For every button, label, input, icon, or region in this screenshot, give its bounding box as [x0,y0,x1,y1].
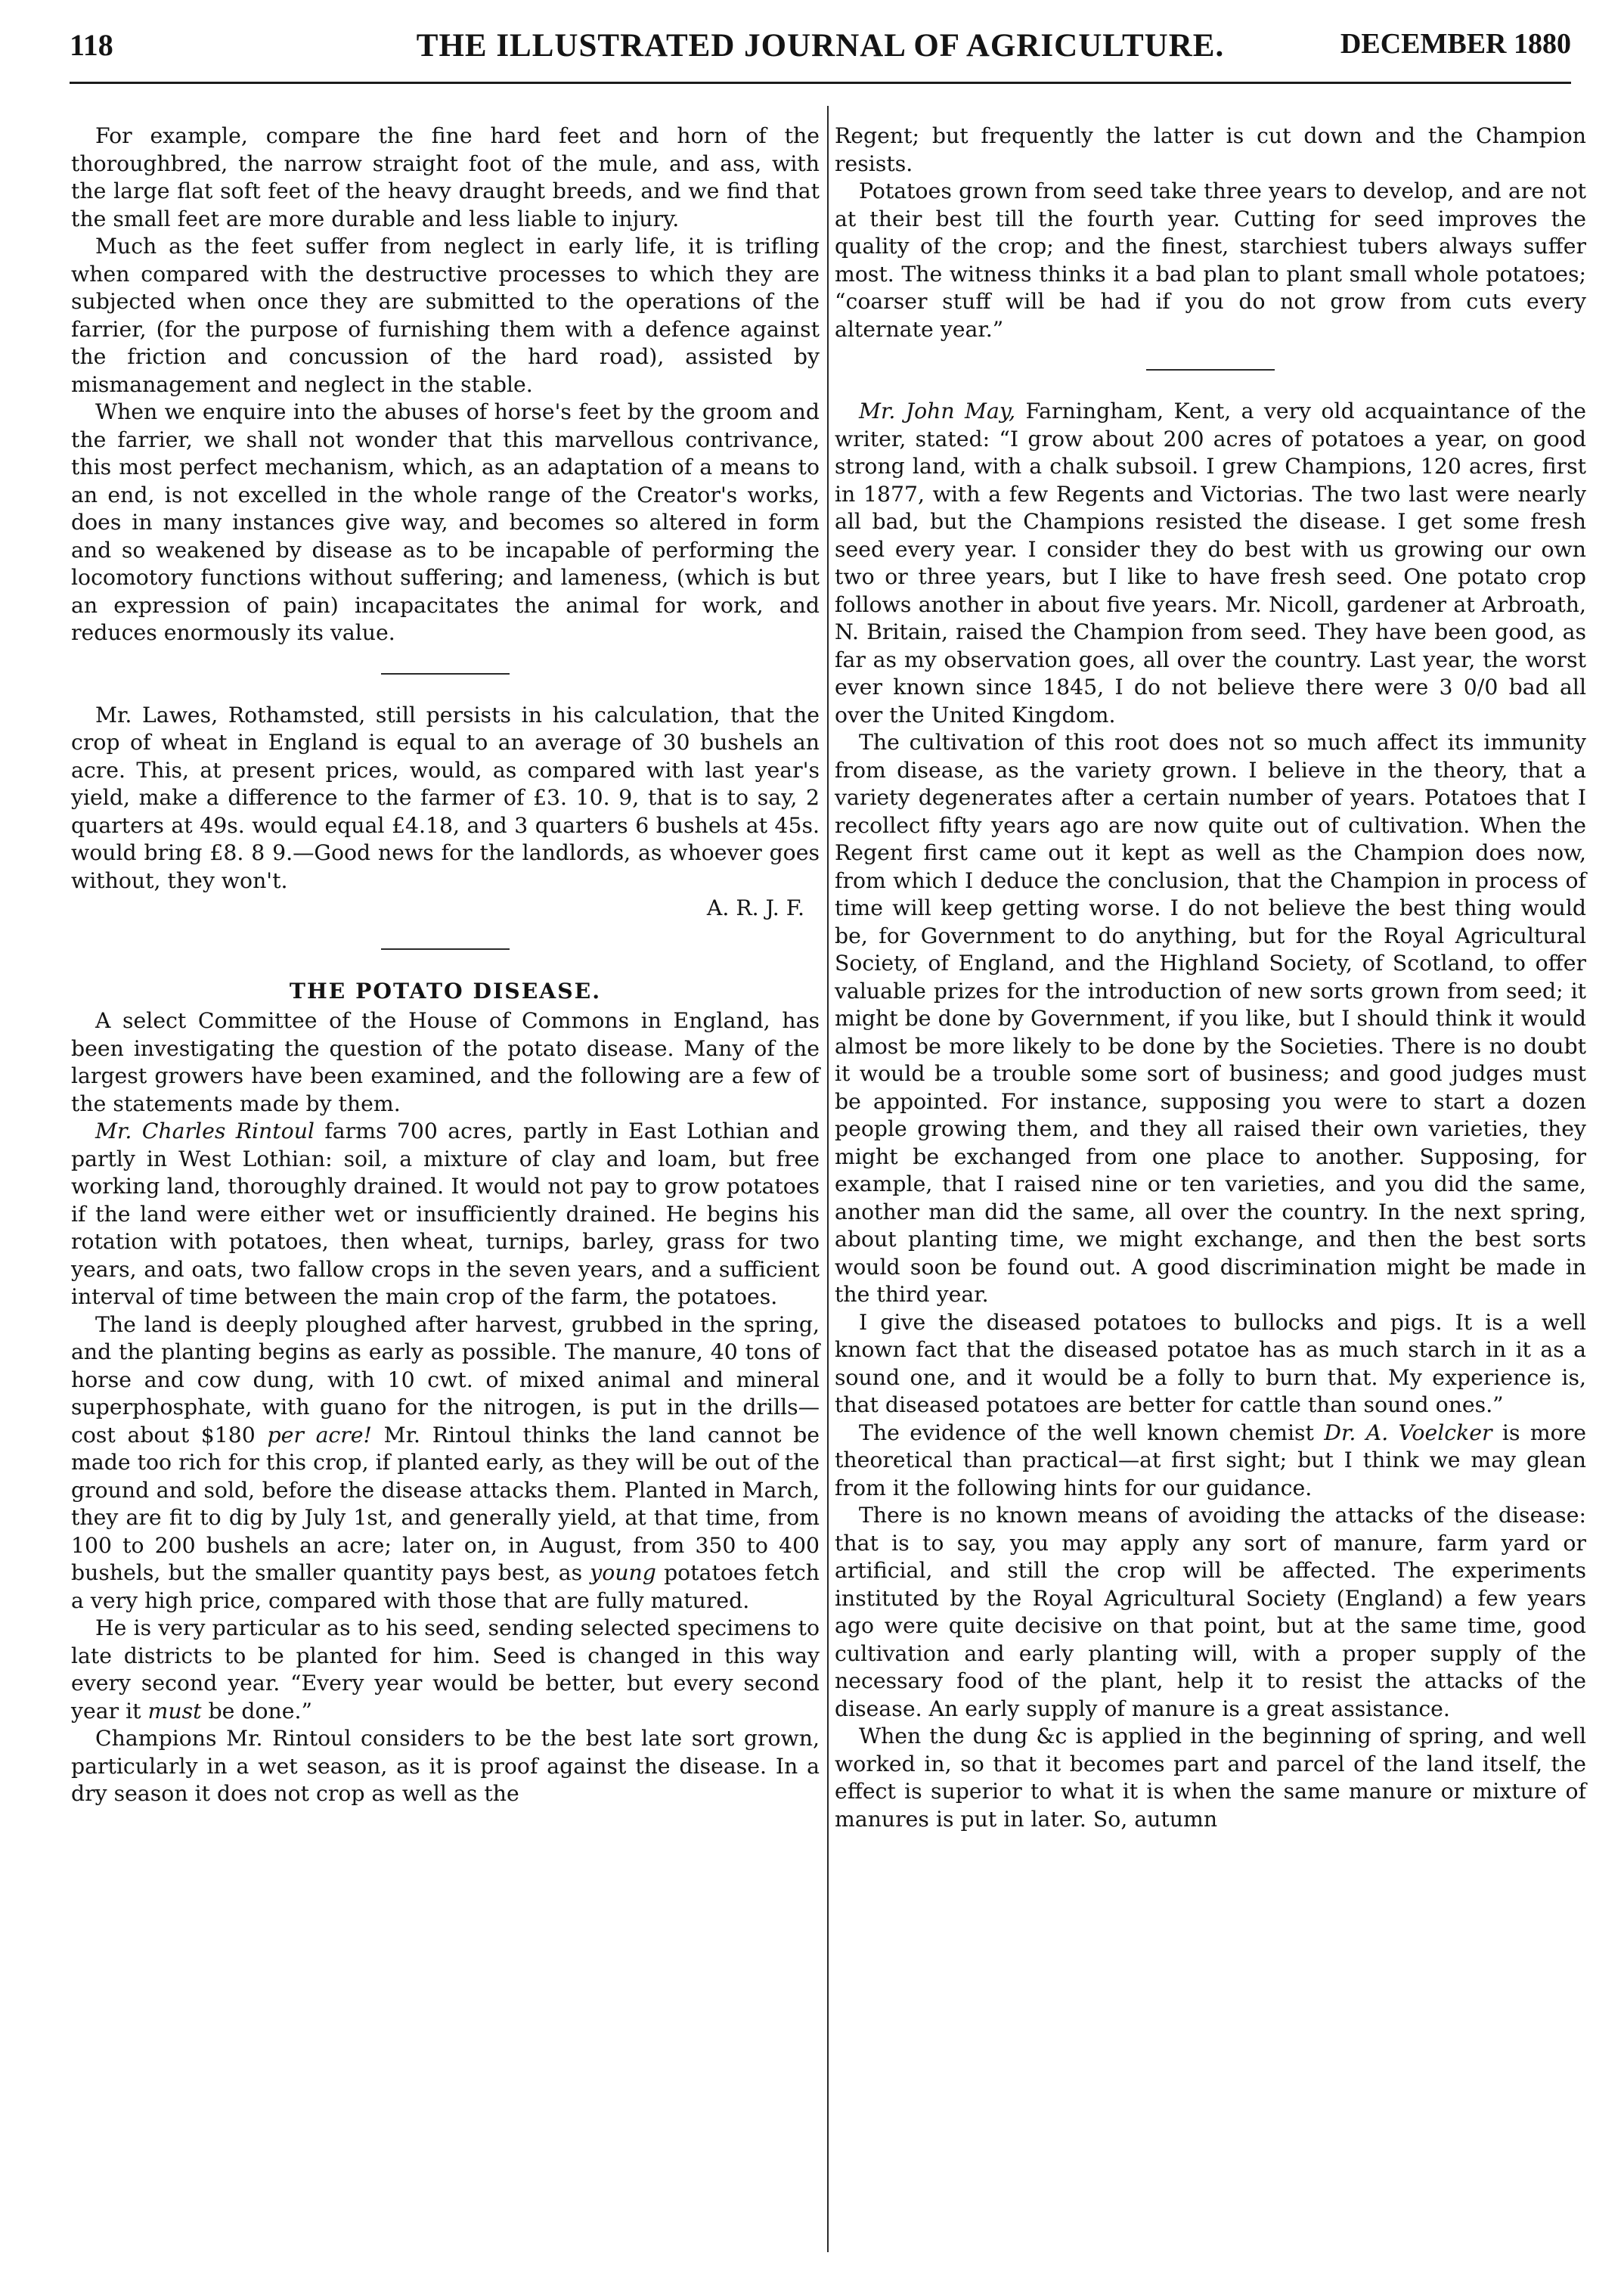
author-signature: A. R. J. F. [706,895,804,920]
paragraph-text: The land is deeply ploughed after harvest, grubbed in the spring, and the planting begins as early as possible. The manure, 40 tons of horse and cow dung, with 10 cwt. of mixed animal and mineral superphosphate, with guano for the nitrogen, is put in the drills—cost about $180 [71,1311,820,1447]
article-heading: THE POTATO DISEASE. [289,977,602,1004]
paragraph [71,1311,820,1615]
emphasis: per acre! [267,1422,372,1447]
paragraph-text: Mr. Rintoul thinks the land cannot be made too rich for this crop, if planted early, as they will be out of the ground and sold, before the disease attacks them. Planted in March, they are fit to dig by July 1st, and generally yield, at that time, from 100 to 200 bushels an acre; later on, in August, from 350 to 400 bushels, but the smaller quantity pays best, as [71,1422,820,1585]
paragraph-text: be done.” [201,1698,312,1724]
left-column [71,123,820,1808]
paragraph: Champions Mr. Rintoul considers to be the best late sort grown, particularly in a wet season, as it is proof against the disease. In a dry season it does not crop as well as the [71,1726,820,1806]
paragraph: Regent; but frequently the latter is cut down and the Champion resists. [835,123,1586,176]
paragraph-text: farms 700 acres, partly in East Lothian and partly in West Lothian: soil, a mixture of clay and loam, but free working land, thoroughly drained. It would not pay to grow potatoes if the land were either wet or insufficiently drained. He begins his rotation with potatoes, then wheat, turnips, barley, grass for two years, and oats, two fallow crops in the seven years, and a sufficient interval of time between the main crop of the farm, the potatoes. [71,1119,820,1309]
paragraph-text: potatoes fetch a very high price, compared with those that are fully matured. [71,1560,820,1613]
person-name: Dr. A. Voelcker [1324,1420,1492,1445]
person-name: Mr. John May, [859,399,1016,424]
paragraph: Mr. Lawes, Rothamsted, still persists in his calculation, that the crop of wheat in England is equal to an average of 30 bushels an acre. This, at present prices, would, as compared with last year's yield, make a difference to the farmer of £3. 10. 9, that is to say, 2 quarters at 49s. would equal £4.18, and 3 quarters 6 bushels at 45s. would bring £8. 8 9.—Good news for the landlords, as whoever goes without, they won't. [71,702,820,893]
paragraph: Potatoes grown from seed take three years to develop, and are not at their best till the fourth year. Cutting for seed improves the quality of the crop; and the finest, starchiest tubers always suffer most. The witness thinks it a bad plan to plant small whole potatoes; “coarser stuff will be had if you do not grow from cuts every alternate year.” [835,178,1586,342]
section-separator [381,948,510,950]
paragraph [835,1420,1586,1503]
page-number: 118 [70,28,113,62]
paragraph: The cultivation of this root does not so much affect its immunity from disease, as the variety grown. I believe in the theory, that a variety degenerates after a certain number of years. Potatoes that I recollect fifty years ago are now quite out of cultivation. When the Regent first came out it kept as well as the Champion does now, from which I deduce the conclusion, that the Champion in process of time will keep getting worse. I do not believe the best thing would be, for Government to do anything, but for the Royal Agricultural Society, of England, and the Highland Society, of Scotland, to offer valuable prizes for the introduction of new sorts grown from seed; it might be done by Government, if you like, but I should think it would almost be more likely to be done by the Societies. There is no doubt it would be a trouble some sort of business; and good judges must be appointed. For instance, supposing you were to start a dozen people growing them, and they all raised their own varieties, they might be exchanged from one place to another. Supposing, for example, that I raised nine or ten varieties, and you did the same, another man did the same, all over the country. In the next spring, about planting time, we might exchange, and then the best sorts would soon be found out. A good discrimination might be made in the third year. [835,730,1586,1307]
paragraph: When the dung &c is applied in the beginning of spring, and well worked in, so that it becomes part and parcel of the land itself, the effect is superior to what it is when the same manure or mixture of manures is put in later. So, autumn [835,1724,1586,1832]
paragraph [71,1118,820,1311]
column-divider [827,106,829,2252]
emphasis: must [147,1698,202,1724]
header-rule [70,82,1571,84]
running-header [70,27,1571,73]
paragraph: When we enquire into the abuses of horse's feet by the groom and the farrier, we shall not wonder that this marvellous contrivance, this most perfect mechanism, which, as an adaptation of a means to an end, is not excelled in the whole range of the Creator's works, does in many instances give way, and becomes so altered in form and so weakened by disease as to be incapable of performing the locomotory functions without suffering; and lameness, (which is but an expression of pain) incapacitates the animal for work, and reduces enormously its value. [71,399,820,645]
paragraph-text: He is very particular as to his seed, sending selected specimens to late districts to be planted for him. Seed is changed in this way every second year. “Every year would be better, but every second year it [71,1615,820,1724]
paragraph-text: is more theoretical than practical—at first sight; but I think we may glean from it the following hints for our guidance. [835,1420,1586,1500]
section-separator [1146,369,1275,371]
paragraph-text: Farningham, Kent, a very old acquaintance of the writer, stated: “I grow about 200 acres of potatoes a year, on good strong land, with a chalk subsoil. I grew Champions, 120 acres, first in 1877, with a few Regents and Victorias. The two last were nearly all bad, but the Champions resisted the disease. I get some fresh seed every year. I consider they do best with us growing our own two or three years, but I like to have fresh seed. One potato crop follows another in about five years. Mr. Nicoll, gardener at Arbroath, N. Britain, raised the Champion from seed. They have been good, as far as my observation goes, all over the country. Last year, the worst ever known since 1845, I do not believe there were 3 0/0 bad all over the United Kingdom. [835,399,1586,728]
paragraph [835,398,1586,729]
paragraph: There is no known means of avoiding the attacks of the disease: that is to say, you may apply any sort of manure, farm yard or artificial, and still the crop will be affected. The experiments instituted by the Royal Agricultural Society (England) a few years ago were quite decisive on that point, but at the same time, good cultivation and early planting will, with a proper supply of the necessary food of the plant, help it to resist the attacks of the disease. An early supply of manure is a great assistance. [835,1503,1586,1721]
paragraph: I give the diseased potatoes to bullocks and pigs. It is a well known fact that the diseased potatoe has as much starch in it as a sound one, and it would be a folly to burn that. My experience is, that diseased potatoes are better for cattle than sound ones.” [835,1309,1586,1417]
emphasis: young [590,1560,656,1585]
paragraph: Much as the feet suffer from neglect in early life, it is trifling when compared with the destructive processes to which they are subjected when once they are submitted to the operations of the farrier, (for the purpose of furnishing them with a defence against the friction and concussion of the hard road), assisted by mismanagement and neglect in the stable. [71,234,820,397]
issue-date: DECEMBER 1880 [1340,28,1571,60]
journal-title: THE ILLUSTRATED JOURNAL OF AGRICULTURE. [416,28,1225,64]
paragraph-text: The evidence of the well known chemist [859,1420,1325,1445]
section-separator [381,673,510,675]
paragraph: A select Committee of the House of Commons in England, has been investigating the question of the potato disease. Many of the largest growers have been examined, and the following are a few of the statements made by them. [71,1008,820,1116]
paragraph [71,1615,820,1725]
person-name: Mr. Charles Rintoul [95,1119,315,1143]
right-column [835,123,1586,1833]
paragraph: For example, compare the fine hard feet and horn of the thoroughbred, the narrow straight foot of the mule, and ass, with the large flat soft feet of the heavy draught breeds, and we find that the small feet are more durable and less liable to injury. [71,123,820,231]
